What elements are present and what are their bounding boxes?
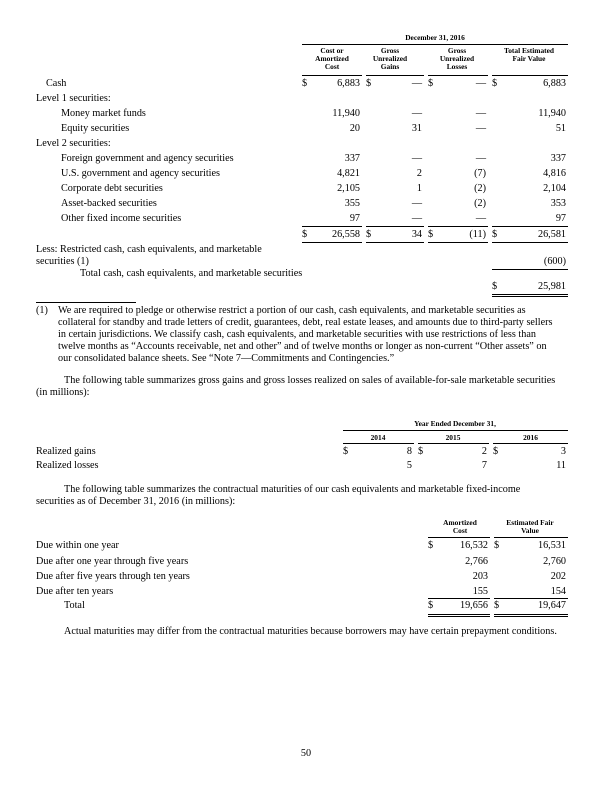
col-header-amortized: Amortized Cost [443, 518, 477, 536]
total-double-rule [428, 616, 490, 617]
maturity-fair-value: 202 [550, 571, 566, 582]
currency-symbol: $ [492, 229, 498, 240]
currency-symbol: $ [428, 540, 434, 551]
year-rule [418, 443, 489, 444]
currency-symbol: $ [428, 600, 434, 611]
cell-cost: 11,940 [332, 108, 360, 119]
currency-symbol: $ [418, 446, 424, 457]
cell-losses: — [475, 213, 486, 224]
footnote-line: in certain jurisdictions. We classify cash, cash equivalents, and marketable securities with use restrictions of less than [58, 329, 536, 340]
cell-losses: (7) [474, 168, 486, 179]
total-value: 25,981 [537, 281, 566, 292]
subtotal-losses: (11) [469, 229, 486, 240]
row-label-cash: Cash [46, 78, 67, 89]
footnote-line: our consolidated balance sheets. See “Note 7—Commitments and Contingencies.” [58, 353, 395, 364]
currency-symbol: $ [492, 78, 498, 89]
cell-fair-value: 11,940 [538, 108, 566, 119]
realized-value: 7 [481, 460, 487, 471]
subtotal-rule [428, 226, 488, 227]
paragraph-line: securities as of December 31, 2016 (in millions): [36, 496, 236, 507]
section-label-level2: Level 2 securities: [36, 138, 111, 149]
maturity-total-fair-value: 19,647 [537, 600, 566, 611]
col-header-gains: Gross Unrealized Gains [372, 46, 408, 72]
cell-fair-value: 337 [550, 153, 566, 164]
row-label-maturity: Due after five years through ten years [36, 571, 190, 582]
subtotal-bottom-rule [302, 242, 362, 243]
currency-symbol: $ [302, 229, 308, 240]
cell-cost: 337 [344, 153, 360, 164]
currency-symbol: $ [366, 78, 372, 89]
maturity-cost: 2,766 [465, 556, 488, 567]
col-rule-gains [366, 75, 424, 76]
realized-value: 11 [556, 460, 566, 471]
col-header-fair-value: Total Estimated Fair Value [503, 46, 555, 64]
subtotal-bottom-rule [492, 242, 568, 243]
currency-symbol: $ [366, 229, 372, 240]
cell-fair-value: 2,104 [543, 183, 566, 194]
section-label-level1: Level 1 securities: [36, 93, 111, 104]
subtotal-bottom-rule [366, 242, 424, 243]
cell-losses: — [475, 153, 486, 164]
cell-fair-value: 97 [555, 213, 566, 224]
cell-gains: — [411, 153, 422, 164]
period-header-rule [302, 44, 568, 45]
maturity-total-cost: 19,656 [459, 600, 488, 611]
period-header: December 31, 2016 [405, 33, 465, 42]
cell-cost: 20 [349, 123, 360, 134]
cell-losses: (2) [474, 183, 486, 194]
cell-losses: (2) [474, 198, 486, 209]
footnote-marker: (1) [36, 305, 48, 316]
paragraph-line: (in millions): [36, 387, 90, 398]
total-double-rule [492, 294, 568, 295]
currency-symbol: $ [494, 600, 500, 611]
currency-symbol: $ [343, 446, 349, 457]
row-label-other-fixed: Other fixed income securities [61, 213, 182, 224]
col-rule-losses [428, 75, 488, 76]
cell-losses: — [475, 78, 486, 89]
total-double-rule [492, 296, 568, 297]
col-rule [494, 537, 568, 538]
restricted-label-line1: Less: Restricted cash, cash equivalents, and marketable [36, 244, 262, 255]
cell-cost: 4,821 [337, 168, 360, 179]
cell-gains: — [411, 213, 422, 224]
cell-cost: 2,105 [337, 183, 360, 194]
total-double-rule [428, 614, 490, 615]
col-rule-fair-value [492, 75, 568, 76]
subtotal-gains: 34 [411, 229, 422, 240]
cell-cost: 6,883 [337, 78, 360, 89]
closing-sentence: Actual maturities may differ from the contractual maturities because borrowers may have certain prepayment conditions. [64, 626, 557, 637]
total-double-rule [494, 616, 568, 617]
maturity-cost: 16,532 [459, 540, 488, 551]
cell-losses: — [475, 108, 486, 119]
cell-fair-value: 6,883 [543, 78, 566, 89]
cell-gains: 2 [416, 168, 422, 179]
row-label-corporate-debt: Corporate debt securities [61, 183, 163, 194]
row-label-total: Total [64, 600, 85, 611]
row-label-money-market: Money market funds [61, 108, 146, 119]
realized-value: 3 [560, 446, 566, 457]
col-header-fair-value: Estimated Fair Value [506, 518, 554, 536]
row-label-maturity: Due within one year [36, 540, 119, 551]
subtotal-bottom-rule [428, 242, 488, 243]
page-number: 50 [300, 748, 312, 759]
footnote-line: twelve months as “Accounts receivable, net and other” and of twelve months or longer as non-current “Other assets” on [58, 341, 547, 352]
paragraph-line: The following table summarizes the contractual maturities of our cash equivalents and marketable fixed-income [64, 484, 521, 495]
paragraph-line: The following table summarizes gross gains and gross losses realized on sales of available-for-sale marketable securities [64, 375, 556, 386]
cell-cost: 97 [349, 213, 360, 224]
year-header: 2016 [523, 433, 538, 442]
year-header: 2015 [445, 433, 461, 442]
realized-value: 5 [406, 460, 412, 471]
col-rule-cost [302, 75, 362, 76]
year-header: 2014 [370, 433, 386, 442]
cell-gains: 31 [411, 123, 422, 134]
year-rule [343, 443, 414, 444]
row-label-realized-losses: Realized losses [36, 460, 99, 471]
cell-fair-value: 353 [550, 198, 566, 209]
currency-symbol: $ [494, 540, 500, 551]
restricted-rule [492, 269, 568, 270]
cell-cost: 355 [344, 198, 360, 209]
subtotal-rule [302, 226, 362, 227]
currency-symbol: $ [302, 78, 308, 89]
cell-fair-value: 51 [555, 123, 566, 134]
maturity-cost: 203 [472, 571, 488, 582]
subtotal-cost: 26,558 [331, 229, 360, 240]
period-header: Year Ended December 31, [414, 419, 496, 428]
currency-symbol: $ [492, 281, 498, 292]
cell-gains: — [411, 198, 422, 209]
cell-gains: 1 [416, 183, 422, 194]
footnote-separator [36, 302, 136, 303]
subtotal-fair-value: 26,581 [537, 229, 566, 240]
total-label: Total cash, cash equivalents, and marketable securities [80, 268, 303, 279]
year-rule [493, 443, 568, 444]
cell-fair-value: 4,816 [543, 168, 566, 179]
col-header-cost: Cost or Amortized Cost [315, 46, 349, 72]
row-label-maturity: Due after ten years [36, 586, 114, 597]
col-header-losses: Gross Unrealized Losses [439, 46, 475, 72]
maturity-fair-value: 154 [550, 586, 566, 597]
row-label-maturity: Due after one year through five years [36, 556, 189, 567]
currency-symbol: $ [428, 229, 434, 240]
row-label-realized-gains: Realized gains [36, 446, 96, 457]
footnote-line: collateral for standby and trade letters of credit, guarantees, debt, real estate leases, and amounts due to third-party sellers [58, 317, 553, 328]
cell-gains: — [411, 108, 422, 119]
row-label-foreign-gov: Foreign government and agency securities [61, 153, 234, 164]
footnote-line: We are required to pledge or otherwise restrict a portion of our cash, cash equivalents, and marketable securities as [58, 305, 526, 316]
total-rule [494, 598, 568, 599]
maturity-fair-value: 16,531 [537, 540, 566, 551]
row-label-asset-backed: Asset-backed securities [61, 198, 157, 209]
subtotal-rule [492, 226, 568, 227]
realized-value: 2 [481, 446, 487, 457]
restricted-label-line2: securities (1) [36, 256, 89, 267]
subtotal-rule [366, 226, 424, 227]
row-label-us-gov: U.S. government and agency securities [61, 168, 220, 179]
maturity-fair-value: 2,760 [543, 556, 566, 567]
maturity-cost: 155 [472, 586, 488, 597]
total-double-rule [494, 614, 568, 615]
restricted-value: (600) [543, 256, 566, 267]
total-rule [428, 598, 490, 599]
realized-value: 8 [406, 446, 412, 457]
cell-gains: — [411, 78, 422, 89]
col-rule [428, 537, 490, 538]
currency-symbol: $ [493, 446, 499, 457]
currency-symbol: $ [428, 78, 434, 89]
period-header-rule [343, 430, 568, 431]
cell-losses: — [475, 123, 486, 134]
row-label-equity: Equity securities [61, 123, 130, 134]
